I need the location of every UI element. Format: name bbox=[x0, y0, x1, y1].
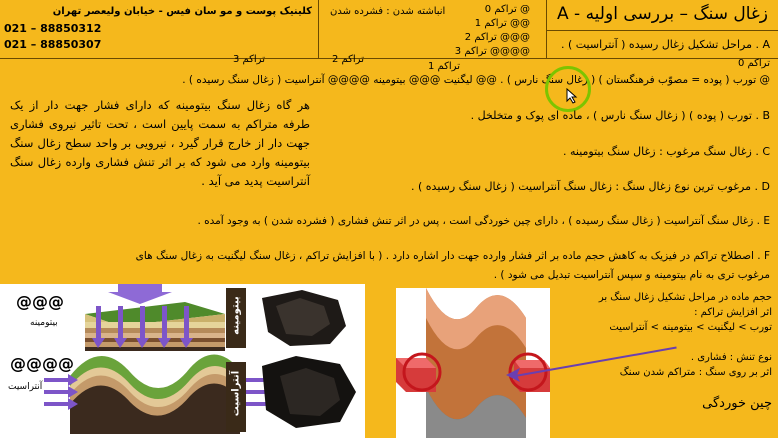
compaction-1: تراکم 1 bbox=[427, 61, 460, 72]
cluster-1: @@ تراکم 1 bbox=[474, 18, 530, 29]
compaction-2: تراکم 2 bbox=[331, 54, 364, 65]
note-line-3: تورب > لیگنیت > بیتومینه > آنتراسیت bbox=[609, 322, 772, 333]
phone-2: 021 – 88850307 bbox=[4, 38, 102, 51]
note-line-1: حجم ماده در مراحل تشکیل زغال سنگ بر bbox=[598, 292, 772, 303]
clinic-header bbox=[0, 0, 319, 59]
item-b: B . تورب ( پوده ) ( زغال سنگ نارس ) ، ماده ای پوک و متخلخل . bbox=[470, 109, 770, 122]
mouse-cursor-icon bbox=[566, 88, 578, 104]
compaction-3: تراکم 3 bbox=[232, 54, 265, 65]
item-c: C . زغال سنگ مرغوب : زغال سنگ بیتومینه . bbox=[563, 145, 770, 158]
clinic-name: کلینیک پوست و مو سان فیس - خیابان ولیعصر تهران bbox=[52, 6, 312, 17]
explanation-paragraph: هر گاه زغال سنگ بیتومینه که دارای فشار جهت دار از یک طرفه متراکم به سمت پایین است ، تحت تاثیر نیروی فشاری جهت دار از خارج قرار گیرد ، نیرویی بر واحد سطح زغال سنگ بیتومینه وارد می شود که بر اثر تنش فشاری وارده زغال سنگ آنتراسیت پدید می آید . bbox=[10, 98, 310, 188]
compaction-illustration bbox=[0, 284, 365, 438]
fold-label: چین خوردگی bbox=[702, 396, 772, 411]
item-d: D . مرغوب ترین نوع زغال سنگ : زغال سنگ آنتراسیت ( زغال سنگ رسیده ) . bbox=[411, 180, 770, 193]
deposition-note: انباشته شدن : فشرده شدن bbox=[330, 6, 446, 17]
tag-anthracite: @@@@ bbox=[10, 354, 74, 373]
rotated-label-anthracite: آنتراسیت bbox=[230, 370, 242, 417]
title-underline bbox=[546, 30, 778, 31]
item-e: E . زغال سنگ آنتراسیت ( زغال سنگ رسیده ) ، دارای چین خوردگی است ، پس در اثر تنش فشاری ( فشرده شدن ) به وجود آمده . bbox=[197, 215, 770, 227]
tag-bituminous: @@@ bbox=[16, 292, 64, 311]
item-f-line1: F . اصطلاح تراکم در فیزیک به کاهش حجم ماده بر اثر فشار وارده جهت دار اشاره دارد . ( با افزایش تراکم ، زغال سنگ لیگنیت به زغال سنگ های bbox=[135, 250, 770, 262]
fold-pointer-arrow-icon bbox=[506, 368, 520, 382]
fold-diagram bbox=[396, 288, 550, 438]
note-line-2: اثر افزایش تراکم : bbox=[694, 307, 772, 318]
rotated-label-bituminous: بیتومینه bbox=[230, 296, 242, 335]
formation-chain: @ تورب ( پوده = مصوّب فرهنگستان ) ( زغال سنگ نارس ) . @@ لیگنیت @@@ بیتومینه @@@@ آنتراسیت ( زغال سنگ رسیده ) . bbox=[182, 74, 770, 86]
item-a: A . مراحل تشکیل زغال رسیده ( آنتراسیت ) . bbox=[560, 38, 770, 51]
title-divider-left bbox=[546, 0, 547, 58]
cluster-0: @ تراکم 0 bbox=[484, 4, 530, 15]
phone-1: 021 – 88850312 bbox=[4, 22, 102, 35]
note-line-4: نوع تنش : فشاری . bbox=[690, 352, 772, 363]
note-line-5: اثر بر روی سنگ : متراکم شدن سنگ bbox=[619, 367, 772, 378]
cluster-2: @@@ تراکم 2 bbox=[464, 32, 530, 43]
caption-anthracite: آنتراسیت bbox=[8, 382, 43, 392]
title-box bbox=[550, 0, 778, 30]
compaction-0: تراکم 0 bbox=[737, 58, 770, 69]
fold-graphic bbox=[396, 288, 550, 438]
caption-bituminous: بیتومینه bbox=[30, 318, 58, 328]
header-divider bbox=[0, 58, 778, 59]
page-title: زغال سنگ – بررسی اولیه - A bbox=[556, 4, 768, 24]
cluster-3: @@@@ تراکم 3 bbox=[454, 46, 530, 57]
item-f-line2: مرغوب تری به نام بیتومینه و سپس آنتراسیت تبدیل می شود ) . bbox=[493, 269, 770, 281]
